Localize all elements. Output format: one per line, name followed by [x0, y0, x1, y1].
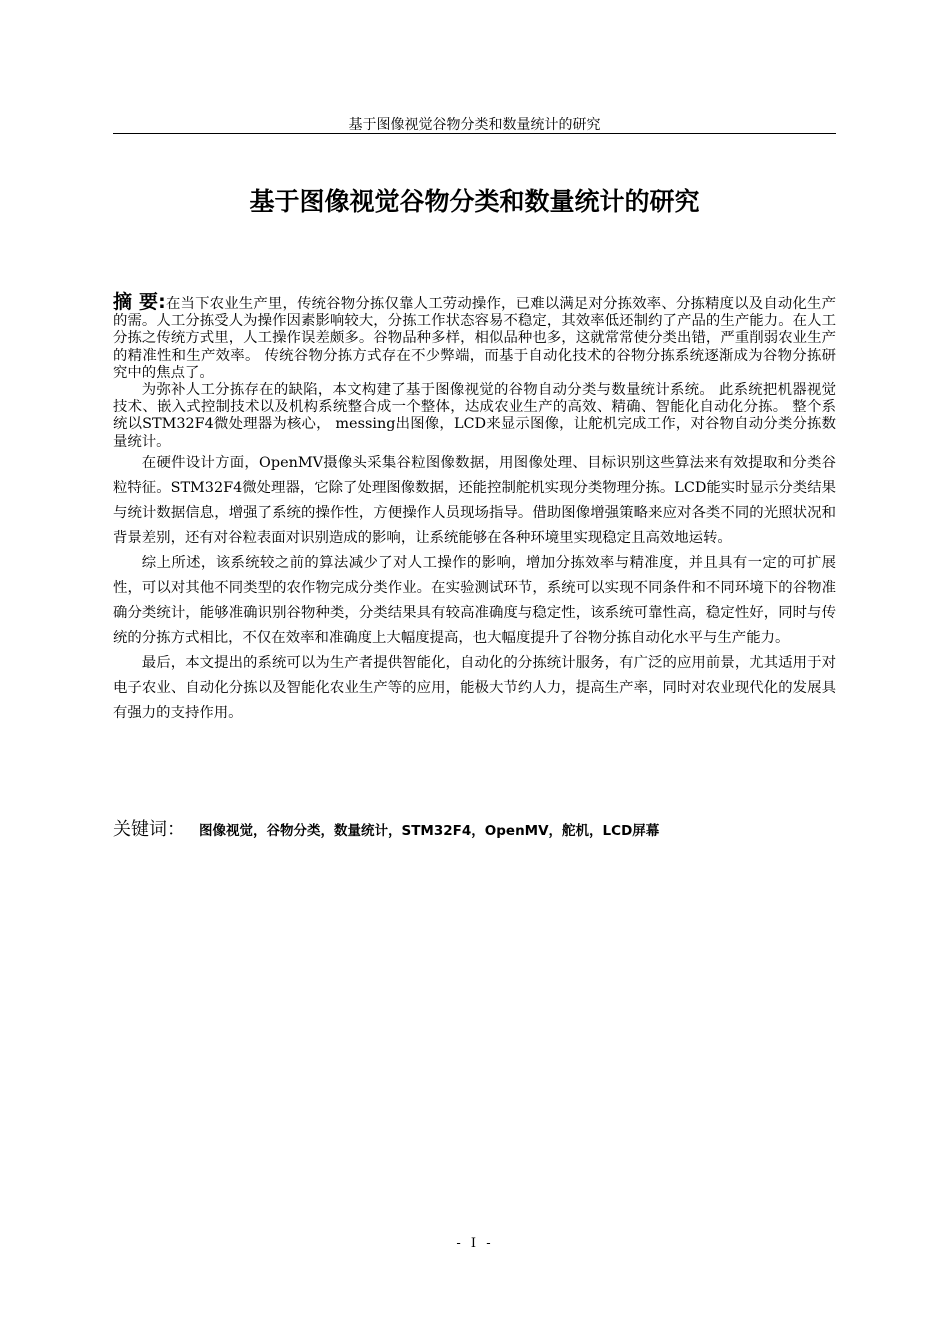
abstract-paragraph-1 [113, 291, 836, 382]
abstract-paragraph-3: 在硬件设计方面，OpenMV摄像头采集谷粒图像数据，用图像处理、目标识别这些算法来有效提取和分类谷粒特征。STM32F4微处理器，它除了处理图像数据，还能控制舵机实现分类物理分拣。LCD能实时显示分类结果与统计数据信息，增强了系统的操作性，方便操作人员现场指导。借助图像增强策略来应对各类不同的光照状况和背景差别，还有对谷粒表面对识别造成的影响，让系统能够在各种环境里实现稳定且高效地运转。 [113, 454, 836, 546]
keywords-text: 图像视觉，谷物分类，数量统计，STM32F4，OpenMV，舵机，LCD屏幕 [199, 823, 660, 839]
abstract-paragraph-1-text: 在当下农业生产里，传统谷物分拣仅靠人工劳动操作，已难以满足对分拣效率、分拣精度以及自动化生产的需。人工分拣受人为操作因素影响较大，分拣工作状态容易不稳定，其效率低还制约了产品的生产能力。在人工分拣之传统方式里，人工操作误差颇多。谷物品种多样，相似品种也多，这就常常使分类出错，严重削弱农业生产的精准性和生产效率。 传统谷物分拣方式存在不少弊端，而基于自动化技术的谷物分拣系统逐渐成为谷物分拣研究中的焦点了。 [113, 296, 836, 381]
abstract-label: 摘 要: [113, 291, 166, 313]
header-rule [113, 133, 836, 134]
abstract-paragraph-5: 最后，本文提出的系统可以为生产者提供智能化，自动化的分拣统计服务，有广泛的应用前景，尤其适用于对电子农业、自动化分拣以及智能化农业生产等的应用，能极大节约人力，提高生产率，同时对农业现代化的发展具有强力的支持作用。 [113, 654, 836, 721]
abstract-paragraph-2: 为弥补人工分拣存在的缺陷，本文构建了基于图像视觉的谷物自动分类与数量统计系统。 此系统把机器视觉技术、嵌入式控制技术以及机构系统整合成一个整体，达成农业生产的高效、精确、智能化自动化分拣。 整个系统以STM32F4微处理器为核心， messing出图像，LCD来显示图像，让舵机完成工作，对谷物自动分类分拣数量统计。 [113, 382, 836, 450]
page-number: - I - [456, 1236, 494, 1251]
running-header: 基于图像视觉谷物分类和数量统计的研究 [348, 117, 601, 133]
keywords-line [113, 815, 836, 841]
document-title: 基于图像视觉谷物分类和数量统计的研究 [249, 187, 700, 216]
keywords-label: 关键词： [113, 819, 185, 840]
abstract-paragraph-4: 综上所述，该系统较之前的算法减少了对人工操作的影响，增加分拣效率与精准度，并且具有一定的可扩展性，可以对其他不同类型的农作物完成分类作业。在实验测试环节，系统可以实现不同条件和不同环境下的谷物准确分类统计，能够准确识别谷物种类，分类结果具有较高准确度与稳定性，该系统可靠性高，稳定性好，同时与传统的分拣方式相比，不仅在效率和准确度上大幅度提高，也大幅度提升了谷物分拣自动化水平与生产能力。 [113, 554, 836, 646]
abstract-section [113, 291, 836, 726]
